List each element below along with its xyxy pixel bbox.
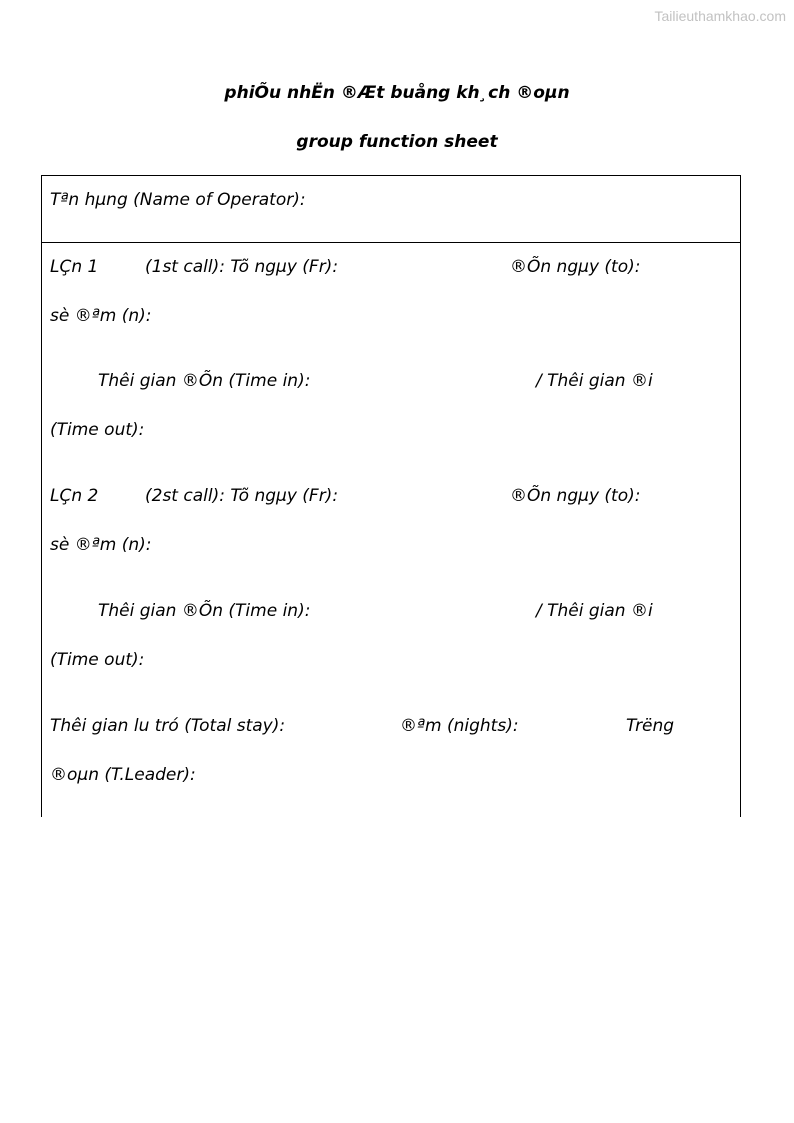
team-leader-label: Trëng (626, 716, 675, 736)
team-leader-field: ®oµn (T.Leader): (50, 765, 196, 785)
operator-label: Tªn hµng (Name of Operator): (50, 190, 306, 210)
booking-details-row (42, 243, 740, 817)
call1-to-field: ®Õn ngµy (to): (510, 257, 641, 277)
call2-time-out-field: (Time out): (50, 650, 145, 670)
call2-time-out-label: / Thêi gian ®i (536, 601, 653, 621)
form-table (41, 175, 741, 817)
call2-nights-field: sè ®ªm (n): (50, 535, 152, 555)
call2-time-in-field: Thêi gian ®Õn (Time in): (98, 601, 311, 621)
call1-time-out-field: (Time out): (50, 420, 145, 440)
operator-row (42, 176, 740, 243)
total-stay-field: Thêi gian lu tró (Total stay): (50, 716, 286, 736)
total-nights-field: ®ªm (nights): (400, 716, 519, 736)
call1-label: LÇn 1 (50, 257, 99, 277)
call1-from-field: (1st call): Tõ ngµy (Fr): (145, 257, 339, 277)
watermark: Tailieuthamkhao.com (654, 8, 786, 24)
call1-time-in-field: Thêi gian ®Õn (Time in): (98, 371, 311, 391)
call1-time-out-label: / Thêi gian ®i (536, 371, 653, 391)
call2-label: LÇn 2 (50, 486, 99, 506)
call1-nights-field: sè ®ªm (n): (50, 306, 152, 326)
call2-to-field: ®Õn ngµy (to): (510, 486, 641, 506)
form-subtitle: group function sheet (296, 132, 498, 152)
call2-from-field: (2st call): Tõ ngµy (Fr): (145, 486, 339, 506)
form-title: phiÕu nhËn ®Æt buång kh¸ch ®oµn (224, 83, 570, 103)
